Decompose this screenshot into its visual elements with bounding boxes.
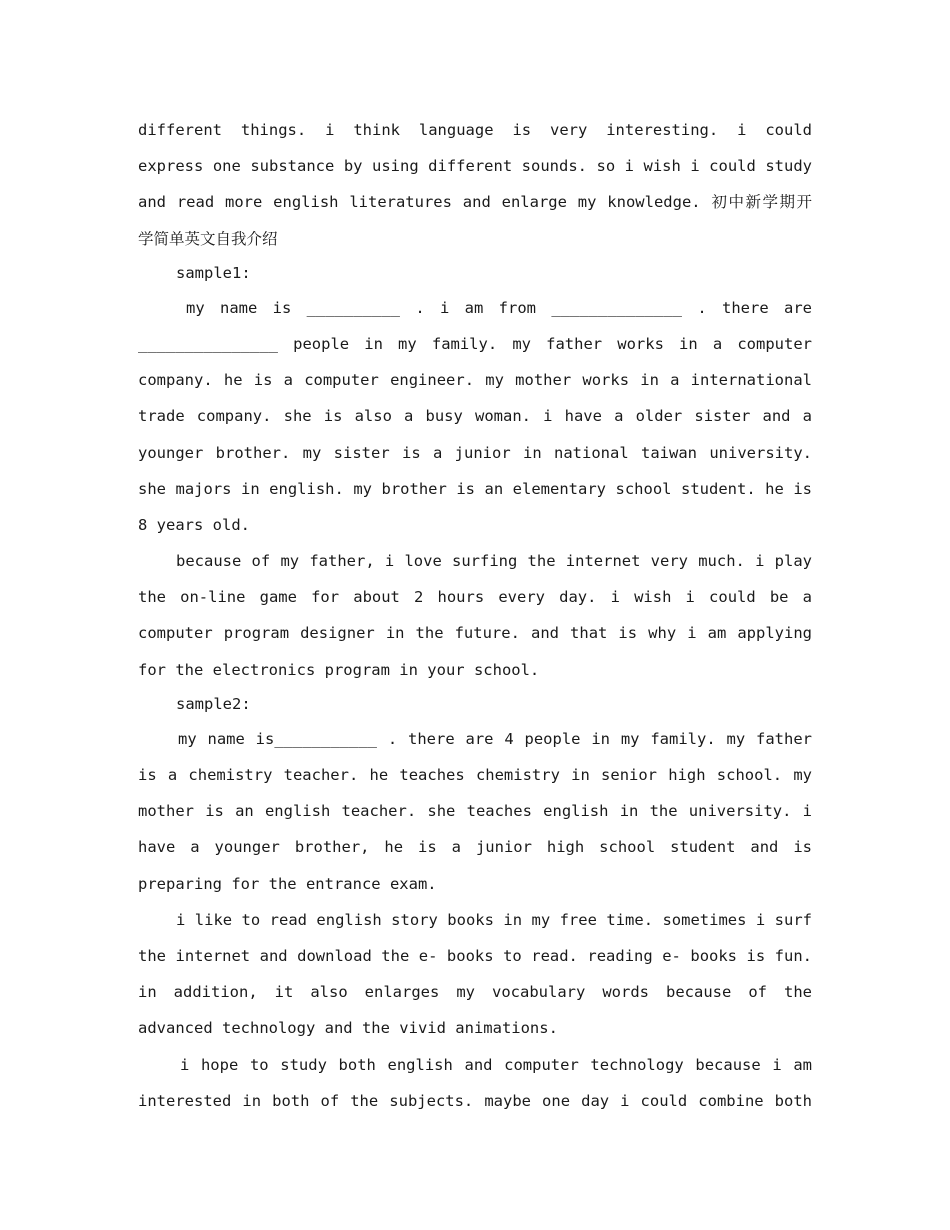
text-line: i hope to study both english and computer technology because i am — [180, 1055, 812, 1074]
text-line: she majors in english. my brother is an elementary school student. he is — [138, 479, 812, 498]
text-line: advanced technology and the vivid animations. — [138, 1019, 558, 1038]
text-line: and read more english literatures and enlarge my knowledge. 初中新学期开 — [138, 193, 812, 212]
sample2-paragraph-3 — [138, 1047, 812, 1119]
document-page — [138, 112, 812, 1119]
text-line: have a younger brother, he is a junior high school student and is — [138, 838, 812, 857]
text-line: computer program designer in the future. and that is why i am applying — [138, 624, 812, 643]
text-line: in addition, it also enlarges my vocabulary words because of the — [138, 983, 812, 1002]
intro-paragraph — [138, 112, 812, 257]
sample1-label: sample1: — [176, 263, 251, 282]
text-line: because of my father, i love surfing the internet very much. i play — [176, 552, 812, 571]
sample2-label: sample2: — [176, 694, 251, 713]
text-line: preparing for the entrance exam. — [138, 874, 437, 893]
sample2-paragraph-1 — [138, 721, 812, 902]
text-line: mother is an english teacher. she teaches english in the university. i — [138, 802, 812, 821]
sample2-paragraph-2 — [138, 902, 812, 1047]
text-line: my name is __________ . i am from ______________ . there are — [186, 298, 812, 317]
text-line: different things. i think language is very interesting. i could — [138, 121, 812, 139]
text-line: the internet and download the e- books to read. reading e- books is fun. — [138, 946, 812, 965]
text-line: is a chemistry teacher. he teaches chemistry in senior high school. my — [138, 766, 812, 784]
text-line: _______________ people in my family. my father works in a computer — [138, 334, 812, 353]
sample1-paragraph-1 — [138, 290, 812, 543]
text-line: company. he is a computer engineer. my mother works in a international — [138, 371, 812, 390]
text-line: 学简单英文自我介绍 — [138, 229, 278, 248]
text-line: the on-line game for about 2 hours every day. i wish i could be a — [138, 588, 812, 607]
text-line: express one substance by using different sounds. so i wish i could study — [138, 157, 812, 176]
sample1-paragraph-2 — [138, 543, 812, 688]
text-line: i like to read english story books in my free time. sometimes i surf — [176, 910, 812, 929]
text-line: younger brother. my sister is a junior in national taiwan university. — [138, 443, 812, 462]
text-line: my name is___________ . there are 4 people in my family. my father — [178, 729, 812, 748]
text-line: interested in both of the subjects. maybe one day i could combine both — [138, 1091, 812, 1110]
text-line: 8 years old. — [138, 515, 250, 534]
text-line: for the electronics program in your school. — [138, 660, 540, 679]
text-line: trade company. she is also a busy woman. i have a older sister and a — [138, 407, 812, 426]
